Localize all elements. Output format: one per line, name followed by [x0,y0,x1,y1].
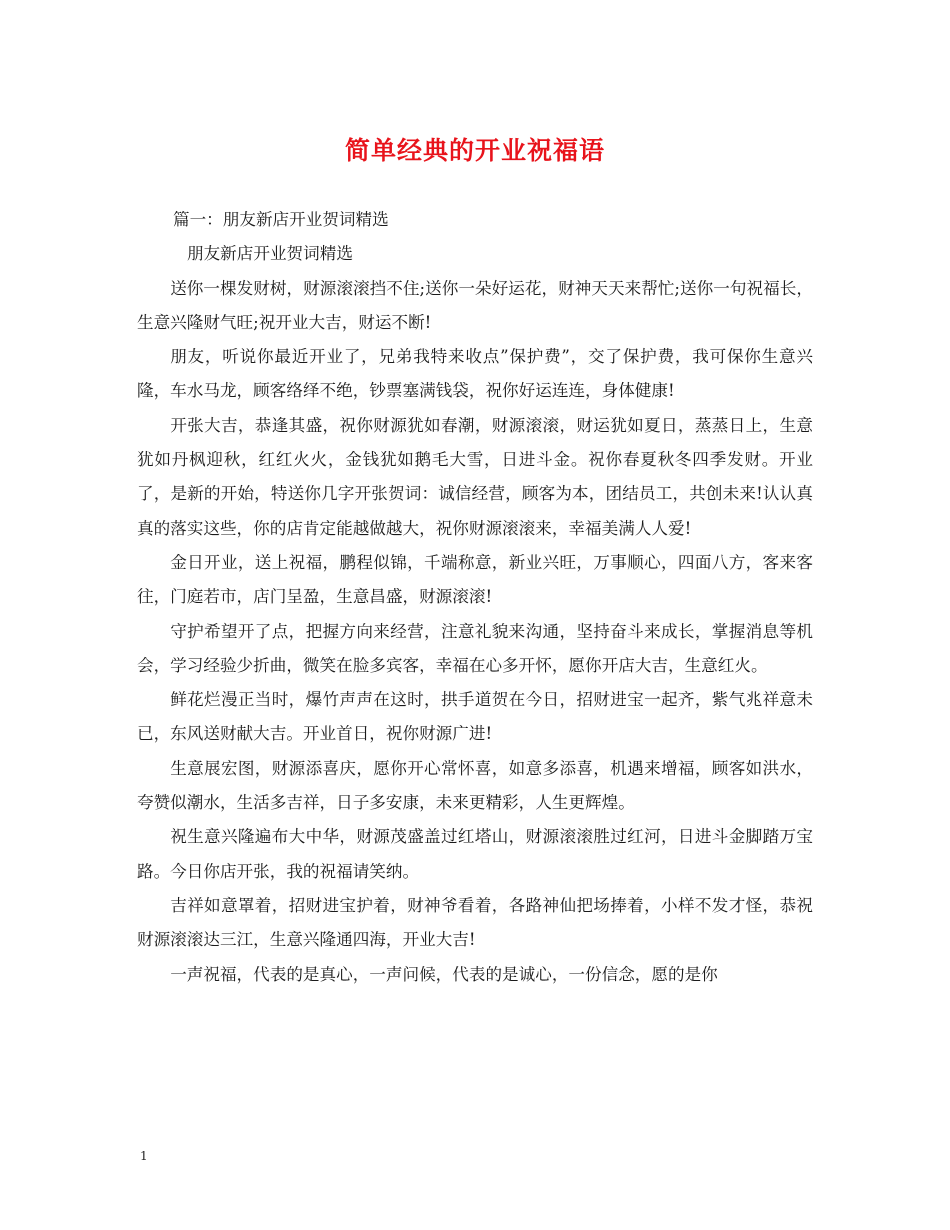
paragraph: 送你一棵发财树，财源滚滚挡不住;送你一朵好运花，财神天天来帮忙;送你一句祝福长，生意兴隆财气旺;祝开业大吉，财运不断! [137,278,813,332]
page-number: 1 [140,1149,148,1163]
paragraph: 金日开业，送上祝福，鹏程似锦，千端称意，新业兴旺，万事顺心，四面八方，客来客往，门庭若市，店门呈盈，生意昌盛，财源滚滚! [137,552,813,607]
paragraph: 守护希望开了点，把握方向来经营，注意礼貌来沟通，坚持奋斗来成长，掌握消息等机会，学习经验少折曲，微笑在脸多宾客，幸福在心多开怀，愿你开店大吉，生意红火。 [137,621,813,675]
subheading: 朋友新店开业贺词精选 [187,244,353,264]
paragraph: 祝生意兴隆遍布大中华，财源茂盛盖过红塔山，财源滚滚胜过红河，日进斗金脚踏万宝路。今日你店开张，我的祝福请笑纳。 [137,827,813,881]
paragraph: 开张大吉，恭逢其盛，祝你财源犹如春潮，财源滚滚，财运犹如夏日，蒸蒸日上，生意犹如丹枫迎秋，红红火火，金钱犹如鹅毛大雪，日进斗金。祝你春夏秋冬四季发财。开业了，是新的开始，特送你几字开张贺词：诚信经营，顾客为本，团结员工，共创未来!认认真真的落实这些，你的店肯定能越做越大，祝你财源滚滚来，幸福美满人人爱! [137,415,813,538]
paragraph: 生意展宏图，财源添喜庆，愿你开心常怀喜，如意多添喜，机遇来增福，顾客如洪水，夸赞似潮水，生活多吉祥，日子多安康，未来更精彩，人生更辉煌。 [137,758,813,813]
paragraph: 吉祥如意罩着，招财进宝护着，财神爷看着，各路神仙把场捧着，小样不发才怪，恭祝财源滚滚达三江，生意兴隆通四海，开业大吉! [137,895,813,950]
paragraph: 一声祝福，代表的是真心，一声问候，代表的是诚心，一份信念，愿的是你 [170,964,718,984]
paragraph: 鲜花烂漫正当时，爆竹声声在这时，拱手道贺在今日，招财进宝一起齐，紫气兆祥意未已，东风送财献大吉。开业首日，祝你财源广进! [137,690,813,744]
document-body [137,203,813,992]
section-heading: 篇一：朋友新店开业贺词精选 [173,210,389,229]
document-title: 简单经典的开业祝福语 [344,136,605,165]
paragraph: 朋友，听说你最近开业了，兄弟我特来收点”保护费”，交了保护费，我可保你生意兴隆，车水马龙，顾客络绎不绝，钞票塞满钱袋，祝你好运连连，身体健康! [137,347,813,401]
